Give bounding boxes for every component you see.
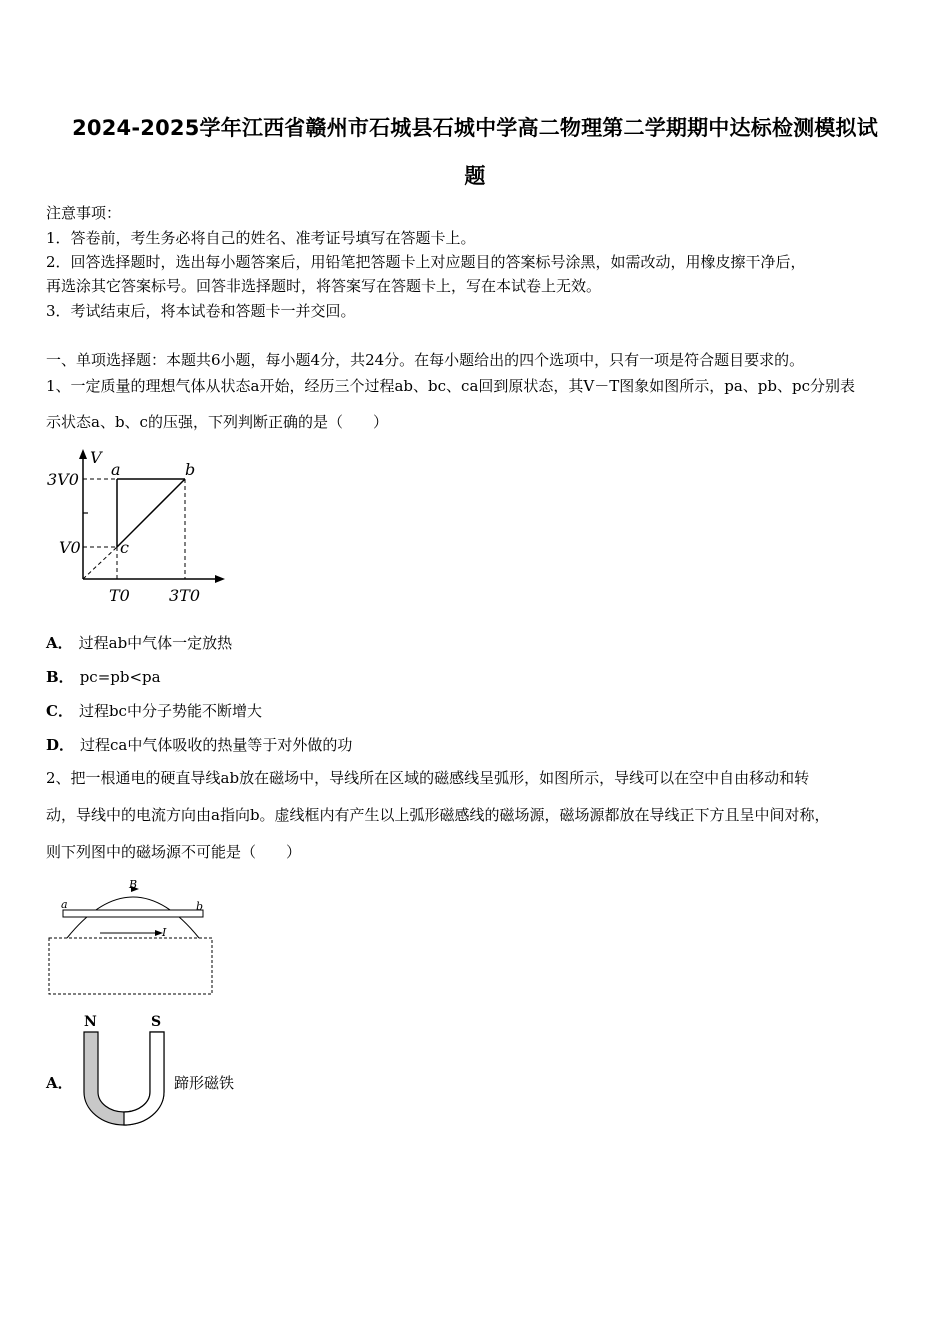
note-2b: 再选涂其它答案标号。回答非选择题时，将答案写在答题卡上，写在本试卷上无效。 [46, 277, 602, 295]
notes-heading: 注意事项： [46, 204, 122, 222]
origin-extension [83, 547, 117, 579]
q1-stem-line2: 示状态a、b、c的压强，下列判断正确的是（ ） [46, 413, 388, 431]
q1-option-b[interactable]: B． pc=pb<pa [46, 668, 161, 686]
q2-stem-line1: 2、把一根通电的硬直导线ab放在磁场中，导线所在区域的磁感线呈弧形，如图所示，导线可以在空中自由移动和转 [46, 769, 810, 787]
magnet-n-label: N [84, 1014, 97, 1030]
q2-stem-line3: 则下列图中的磁场源不可能是（ ） [46, 843, 302, 861]
label-wire-b: b [196, 900, 204, 913]
page-title: 2024-2025学年江西省赣州市石城县石城中学高二物理第二学期期中达标检测模拟试 [72, 116, 878, 140]
label-t0: T0 [109, 586, 130, 605]
note-1: 1．答卷前，考生务必将自己的姓名、准考证号填写在答题卡上。 [46, 229, 476, 247]
q2-stem-line2: 动，导线中的电流方向由a指向b。虚线框内有产生以上弧形磁感线的磁场源，磁场源都放在导线正下方且呈中间对称， [46, 806, 830, 824]
q1-option-a[interactable]: A． 过程ab中气体一定放热 [46, 634, 233, 652]
label-field-b: B [129, 878, 138, 891]
label-3t0: 3T0 [169, 586, 201, 605]
label-3v0: 3V0 [47, 470, 79, 489]
magnet-s-label: S [151, 1014, 162, 1030]
note-3: 3．考试结束后，将本试卷和答题卡一并交回。 [46, 302, 356, 320]
q2-option-a-label: 蹄形磁铁 [174, 1074, 235, 1092]
vt-graph [45, 445, 235, 610]
q1-option-d[interactable]: D． 过程ca中气体吸收的热量等于对外做的功 [46, 736, 353, 754]
q1-stem-line1: 1、一定质量的理想气体从状态a开始，经历三个过程ab、bc、ca回到原状态，其V－T图象如图所示，pa、pb、pc分别表 [46, 377, 855, 395]
label-current-i: I [162, 926, 167, 939]
label-wire-a: a [61, 898, 68, 911]
label-point-c: c [120, 538, 129, 557]
label-v0: V0 [59, 538, 81, 557]
process-bc [117, 479, 185, 547]
wire-ab [63, 910, 203, 917]
x-axis-arrow [215, 575, 225, 583]
y-axis-arrow [79, 449, 87, 459]
section-heading: 一、单项选择题：本题共6小题，每小题4分，共24分。在每小题给出的四个选项中，只有一项是符合题目要求的。 [46, 351, 805, 369]
q2-option-a-letter[interactable]: A． [46, 1074, 73, 1092]
note-2a: 2．回答选择题时，选出每小题答案后，用铅笔把答题卡上对应题目的答案标号涂黑，如需改动，用橡皮擦干净后， [46, 253, 806, 271]
horseshoe-magnet [78, 1010, 173, 1128]
wire-field-figure [45, 876, 220, 998]
label-point-b: b [185, 460, 196, 479]
label-v-axis: V [90, 448, 102, 467]
source-box [49, 938, 212, 994]
label-point-a: a [111, 460, 121, 479]
label-t-axis: T [223, 575, 224, 576]
q1-option-c[interactable]: C． 过程bc中分子势能不断增大 [46, 702, 262, 720]
page-title-continued: 题 [464, 164, 486, 188]
magnet-s-half [124, 1032, 164, 1125]
